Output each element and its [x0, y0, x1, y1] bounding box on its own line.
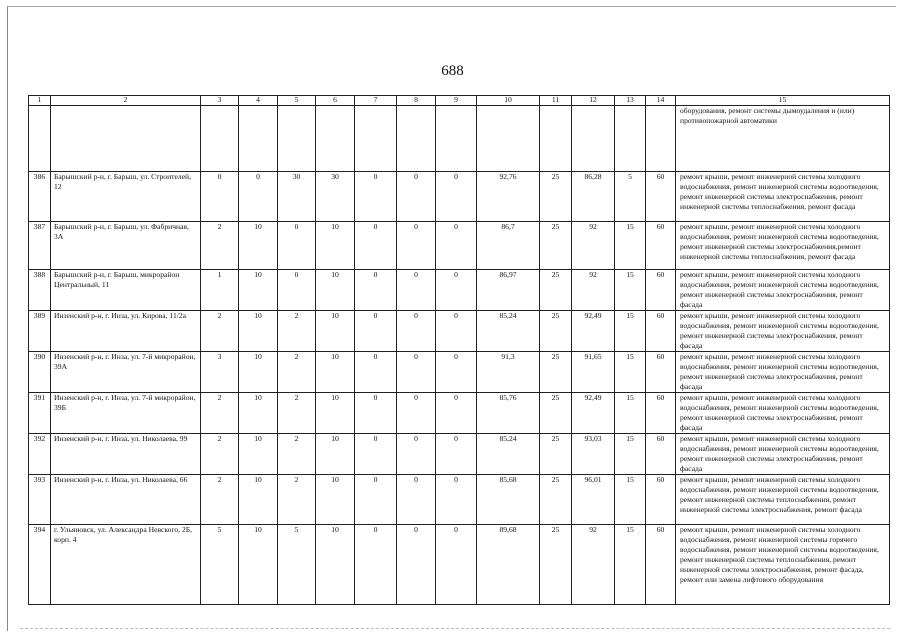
value-cell-c10: 91,3 [477, 352, 540, 393]
value-cell-c5: 2 [278, 393, 316, 434]
value-cell-c3: 1 [201, 270, 239, 311]
value-cell-c8: 0 [397, 352, 436, 393]
col-header: 8 [397, 96, 436, 106]
value-cell-c12: 92 [572, 525, 615, 605]
works-cell: ремонт крыши, ремонт инженерной системы холодного водоснабжения, ремонт инженерной системы водоотведения, ремонт инженерной системы электроснабжения, ремонт фасада [676, 311, 890, 352]
value-cell-c11: 25 [540, 475, 572, 525]
address-cell: Барышский р-н, г. Барыш, ул. Фабричная, 3А [51, 222, 201, 270]
value-cell-c10: 85,68 [477, 475, 540, 525]
value-cell-c11: 25 [540, 352, 572, 393]
value-cell-c8: 0 [397, 311, 436, 352]
value-cell-c4: 10 [239, 434, 278, 475]
value-cell-c13: 15 [615, 311, 646, 352]
value-cell-c6: 10 [316, 434, 355, 475]
value-cell-c12: 92 [572, 270, 615, 311]
value-cell-c7: 0 [355, 434, 397, 475]
address-cell: г. Ульяновск, ул. Александра Невского, 2Б, корп. 4 [51, 525, 201, 605]
value-cell-c7: 0 [355, 172, 397, 222]
value-cell-c13: 15 [615, 475, 646, 525]
scan-edge [20, 628, 890, 631]
value-cell-c10: 92,76 [477, 172, 540, 222]
value-cell-c9: 0 [436, 434, 477, 475]
value-cell-c3: 2 [201, 393, 239, 434]
value-cell-c7: 0 [355, 525, 397, 605]
value-cell-c11: 25 [540, 525, 572, 605]
col-header: 1 [29, 96, 51, 106]
table-row [29, 311, 890, 352]
value-cell-c9: 0 [436, 311, 477, 352]
col-header: 2 [51, 96, 201, 106]
address-cell: Инзенский р-н, г. Инза, ул. 7-й микрорайон, 39А [51, 352, 201, 393]
value-cell-c13: 15 [615, 393, 646, 434]
value-cell-c4: 10 [239, 352, 278, 393]
value-cell-c12: 92,49 [572, 311, 615, 352]
page-number: 688 [441, 63, 464, 79]
col-header: 15 [676, 96, 890, 106]
value-cell-c10: 86,7 [477, 222, 540, 270]
value-cell-c6: 10 [316, 393, 355, 434]
value-cell-c9: 0 [436, 352, 477, 393]
value-cell-c4: 0 [239, 172, 278, 222]
value-cell-c5: 2 [278, 434, 316, 475]
value-cell-c7: 0 [355, 311, 397, 352]
value-cell-c12: 92 [572, 222, 615, 270]
value-cell-c4: 10 [239, 222, 278, 270]
value-cell-c8: 0 [397, 434, 436, 475]
value-cell-c3: 2 [201, 434, 239, 475]
address-cell: Инзенский р-н, г. Инза, ул. Николаева, 99 [51, 434, 201, 475]
value-cell-c12: 92,49 [572, 393, 615, 434]
value-cell-c9: 0 [436, 525, 477, 605]
value-cell-c11: 25 [540, 311, 572, 352]
col-header: 7 [355, 96, 397, 106]
row-number-cell: 388 [29, 270, 51, 311]
value-cell-c8: 0 [397, 270, 436, 311]
table-row [29, 475, 890, 525]
value-cell-c4: 10 [239, 525, 278, 605]
col-header: 5 [278, 96, 316, 106]
row-number-cell: 386 [29, 172, 51, 222]
value-cell-c13: 15 [615, 270, 646, 311]
row-number-cell: 393 [29, 475, 51, 525]
row-number-cell: 392 [29, 434, 51, 475]
col-header: 14 [646, 96, 676, 106]
value-cell-c6: 10 [316, 525, 355, 605]
value-cell-c14: 60 [646, 525, 676, 605]
value-cell-c5: 0 [278, 270, 316, 311]
value-cell-c7: 0 [355, 475, 397, 525]
address-cell: Барышский р-н, г. Барыш, микрорайон Центральный, 11 [51, 270, 201, 311]
header-row [29, 96, 890, 106]
table-row [29, 172, 890, 222]
address-cell: Инзенский р-н, г. Инза, ул. 7-й микрорайон, 39Б [51, 393, 201, 434]
value-cell-c13: 15 [615, 525, 646, 605]
row-number-cell: 394 [29, 525, 51, 605]
value-cell-c10: 89,68 [477, 525, 540, 605]
address-cell: Инзенский р-н, г. Инза, ул. Николаева, 66 [51, 475, 201, 525]
table-row [29, 393, 890, 434]
value-cell-c4: 10 [239, 475, 278, 525]
value-cell-c5: 0 [278, 222, 316, 270]
value-cell-c10: 86,97 [477, 270, 540, 311]
value-cell-c5: 2 [278, 352, 316, 393]
value-cell-c13: 15 [615, 352, 646, 393]
col-header: 4 [239, 96, 278, 106]
value-cell-c14: 60 [646, 434, 676, 475]
value-cell-c14: 60 [646, 311, 676, 352]
value-cell-c11: 25 [540, 222, 572, 270]
works-cell: ремонт крыши, ремонт инженерной системы холодного водоснабжения, ремонт инженерной системы водоотведения, ремонт инженерной системы электроснабжения, ремонт фасада [676, 434, 890, 475]
value-cell-c12: 86,28 [572, 172, 615, 222]
value-cell-c8: 0 [397, 393, 436, 434]
value-cell-c12: 96,01 [572, 475, 615, 525]
col-header: 13 [615, 96, 646, 106]
address-cell: Инзенский р-н, г. Инза, ул. Кирова, 11/2а [51, 311, 201, 352]
value-cell-c9: 0 [436, 475, 477, 525]
works-cell: ремонт крыши, ремонт инженерной системы холодного водоснабжения, ремонт инженерной системы водоотведения, ремонт инженерной системы электроснабжения, ремонт инженерной системы теплоснабжения, ремонт фасада [676, 172, 890, 222]
row-number-cell: 390 [29, 352, 51, 393]
value-cell-c14: 60 [646, 475, 676, 525]
works-cell: ремонт крыши, ремонт инженерной системы холодного водоснабжения, ремонт инженерной системы водоотведения, ремонт инженерной системы электроснабжения, ремонт фасада [676, 393, 890, 434]
value-cell-c11: 25 [540, 393, 572, 434]
value-cell-c5: 2 [278, 311, 316, 352]
value-cell-c6: 10 [316, 475, 355, 525]
value-cell-c3: 3 [201, 352, 239, 393]
value-cell-c5: 2 [278, 475, 316, 525]
row-number-cell: 387 [29, 222, 51, 270]
value-cell-c12: 93,03 [572, 434, 615, 475]
table-row [29, 525, 890, 605]
value-cell-c11: 25 [540, 270, 572, 311]
value-cell-c5: 5 [278, 525, 316, 605]
value-cell-c7: 0 [355, 352, 397, 393]
value-cell-c4: 10 [239, 311, 278, 352]
col-header: 6 [316, 96, 355, 106]
value-cell-c10: 85,24 [477, 311, 540, 352]
value-cell-c9: 0 [436, 270, 477, 311]
value-cell-c5: 30 [278, 172, 316, 222]
value-cell-c8: 0 [397, 172, 436, 222]
value-cell-c13: 15 [615, 434, 646, 475]
value-cell-c6: 10 [316, 311, 355, 352]
value-cell-c6: 10 [316, 222, 355, 270]
row-number-cell: 389 [29, 311, 51, 352]
value-cell-c10: 85,76 [477, 393, 540, 434]
table-row [29, 222, 890, 270]
value-cell-c12: 91,65 [572, 352, 615, 393]
value-cell-c13: 5 [615, 172, 646, 222]
works-cell: ремонт крыши, ремонт инженерной системы холодного водоснабжения, ремонт инженерной системы водоотведения, ремонт инженерной системы теплоснабжения, ремонт инженерной системы электроснабжения, ремонт фасада [676, 475, 890, 525]
col-header: 10 [477, 96, 540, 106]
table-row [29, 434, 890, 475]
value-cell-c6: 10 [316, 352, 355, 393]
col-header: 9 [436, 96, 477, 106]
value-cell-c13: 15 [615, 222, 646, 270]
register-table [28, 95, 890, 605]
value-cell-c4: 10 [239, 393, 278, 434]
value-cell-c10: 85,24 [477, 434, 540, 475]
value-cell-c3: 0 [201, 172, 239, 222]
value-cell-c7: 0 [355, 393, 397, 434]
table-row [29, 270, 890, 311]
value-cell-c7: 0 [355, 270, 397, 311]
continuation-row [29, 106, 890, 172]
works-cell: ремонт крыши, ремонт инженерной системы холодного водоснабжения, ремонт инженерной системы водоотведения, ремонт инженерной системы электроснабжения, ремонт фасада [676, 270, 890, 311]
value-cell-c14: 60 [646, 393, 676, 434]
continuation-text: оборудования, ремонт системы дымоудаления и (или) противопожарной автоматики [676, 106, 890, 172]
value-cell-c7: 0 [355, 222, 397, 270]
works-cell: ремонт крыши, ремонт инженерной системы холодного водоснабжения, ремонт инженерной системы водоотведения, ремонт инженерной системы электроснабжения,ремонт инженерной системы теплоснабжения, ремонт фасада [676, 222, 890, 270]
value-cell-c3: 2 [201, 222, 239, 270]
works-cell: ремонт крыши, ремонт инженерной системы холодного водоснабжения, ремонт инженерной системы горячего водоснабжения, ремонт инженерной системы водоотведения, ремонт инженерной системы теплоснабжения, ремонт инженерной системы электроснабжения, ремонт фасада, ремонт или замена лифтового оборудования [676, 525, 890, 605]
value-cell-c3: 2 [201, 311, 239, 352]
value-cell-c3: 2 [201, 475, 239, 525]
col-header: 12 [572, 96, 615, 106]
value-cell-c9: 0 [436, 222, 477, 270]
value-cell-c8: 0 [397, 525, 436, 605]
value-cell-c4: 10 [239, 270, 278, 311]
value-cell-c6: 10 [316, 270, 355, 311]
value-cell-c14: 60 [646, 172, 676, 222]
value-cell-c11: 25 [540, 434, 572, 475]
value-cell-c11: 25 [540, 172, 572, 222]
value-cell-c8: 0 [397, 222, 436, 270]
value-cell-c6: 30 [316, 172, 355, 222]
value-cell-c14: 60 [646, 270, 676, 311]
col-header: 11 [540, 96, 572, 106]
value-cell-c14: 60 [646, 352, 676, 393]
value-cell-c8: 0 [397, 475, 436, 525]
col-header: 3 [201, 96, 239, 106]
value-cell-c9: 0 [436, 172, 477, 222]
value-cell-c14: 60 [646, 222, 676, 270]
value-cell-c3: 5 [201, 525, 239, 605]
table-row [29, 352, 890, 393]
value-cell-c9: 0 [436, 393, 477, 434]
row-number-cell: 391 [29, 393, 51, 434]
works-cell: ремонт крыши, ремонт инженерной системы холодного водоснабжения, ремонт инженерной системы водоотведения, ремонт инженерной системы электроснабжения, ремонт фасада [676, 352, 890, 393]
address-cell: Барышский р-н, г. Барыш, ул. Строителей, 12 [51, 172, 201, 222]
